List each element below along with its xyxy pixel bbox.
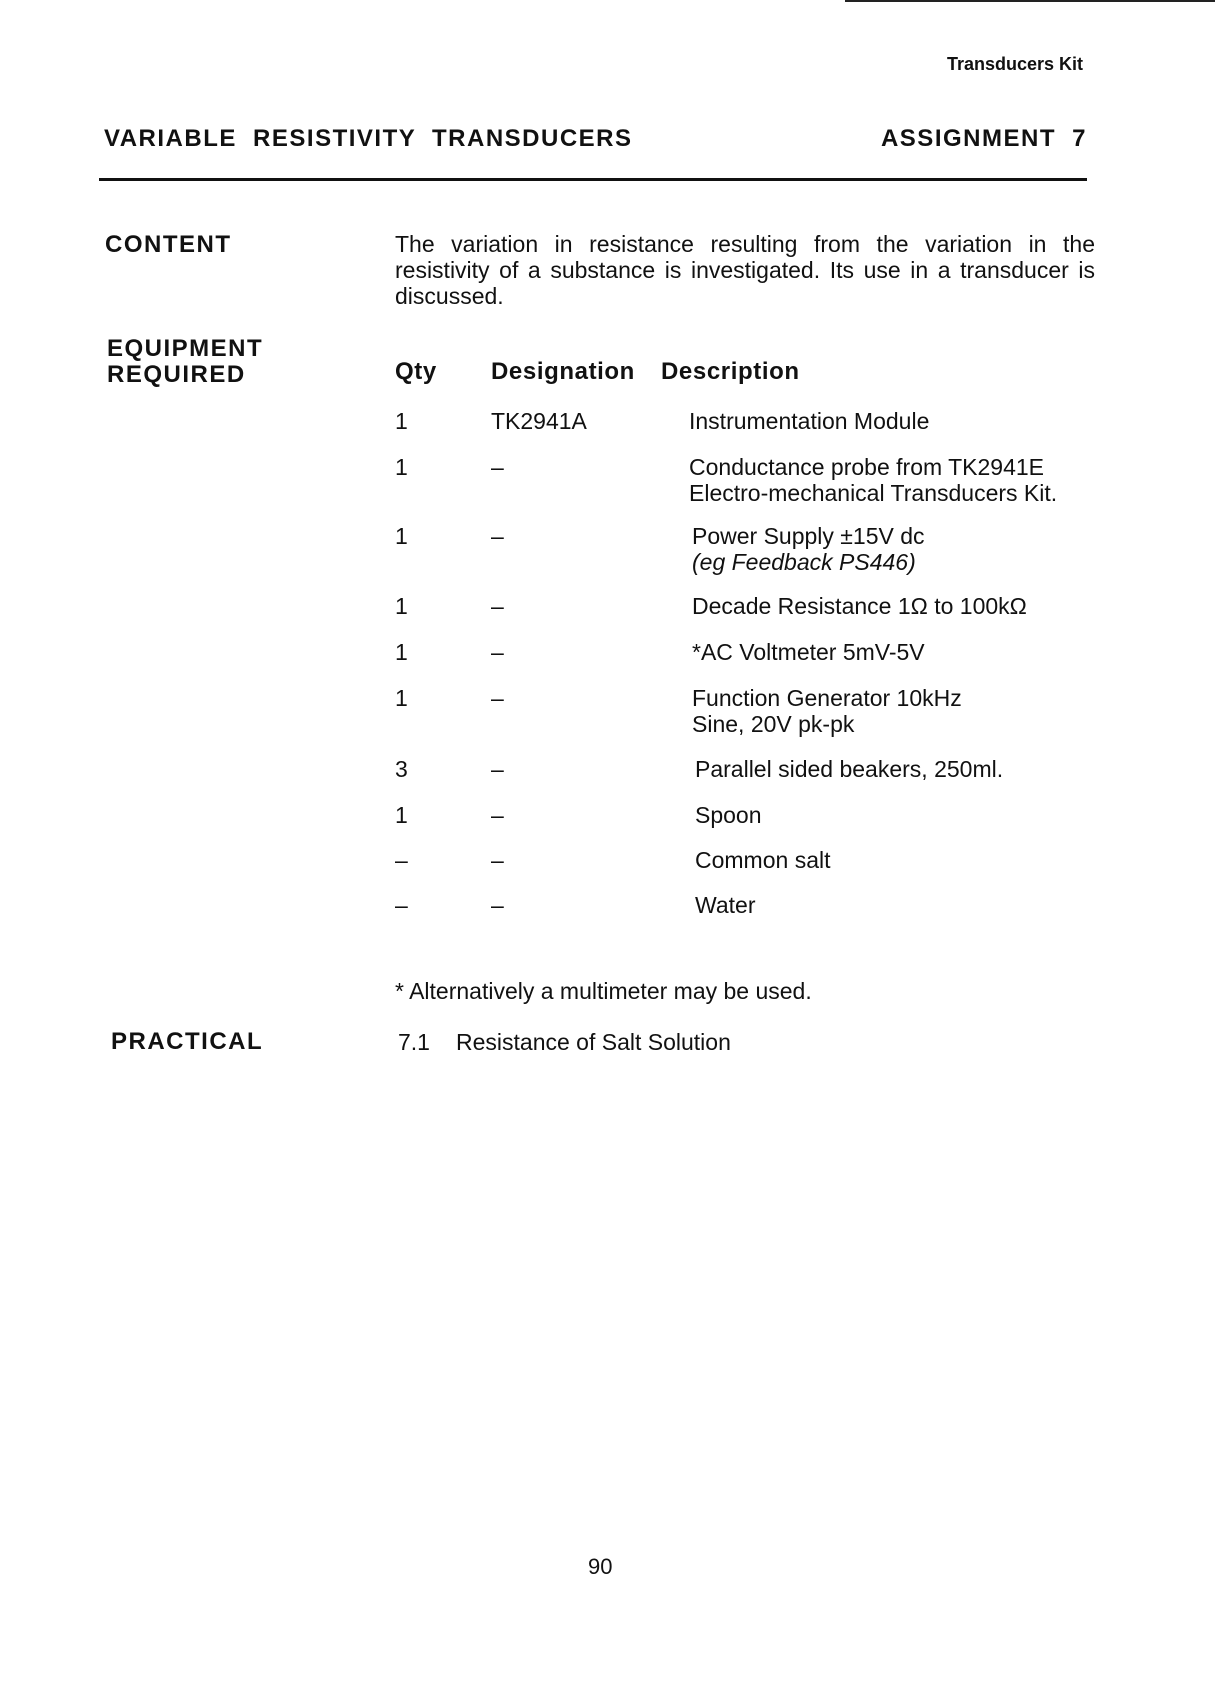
equipment-designation: – — [491, 847, 504, 873]
practical-item-title: Resistance of Salt Solution — [456, 1029, 731, 1055]
equipment-description — [692, 639, 1115, 665]
equipment-description — [689, 454, 1115, 506]
equipment-table-header — [395, 358, 1115, 398]
equipment-designation: – — [491, 523, 504, 549]
equipment-row — [395, 454, 1115, 506]
equipment-designation: – — [491, 802, 504, 828]
equipment-row — [395, 892, 1115, 918]
equipment-qty: 1 — [395, 802, 408, 828]
equipment-designation: TK2941A — [491, 408, 587, 434]
equipment-row — [395, 639, 1115, 665]
section-title: VARIABLE RESISTIVITY TRANSDUCERS — [104, 125, 633, 152]
header-divider — [99, 178, 1087, 181]
equipment-description-line: Electro-mechanical Transducers Kit. — [689, 480, 1058, 506]
equipment-description — [695, 892, 1115, 918]
equipment-description — [692, 685, 1115, 737]
equipment-qty: 3 — [395, 756, 408, 782]
equipment-description — [692, 593, 1115, 619]
practical-item — [398, 1029, 731, 1056]
equipment-qty: – — [395, 892, 408, 918]
equipment-qty: – — [395, 847, 408, 873]
header-description: Description — [661, 358, 800, 385]
practical-item-number: 7.1 — [398, 1029, 430, 1055]
equipment-designation: – — [491, 454, 504, 480]
equipment-qty: 1 — [395, 454, 408, 480]
practical-label: PRACTICAL — [111, 1028, 264, 1055]
equipment-description-line: Water — [695, 892, 756, 918]
equipment-description-note: (eg Feedback PS446) — [692, 549, 916, 575]
equipment-description — [695, 847, 1115, 873]
equipment-description — [689, 408, 1115, 434]
assignment-number: ASSIGNMENT 7 — [880, 125, 1087, 152]
equipment-row — [395, 756, 1115, 782]
equipment-label — [107, 336, 263, 388]
equipment-description — [695, 756, 1115, 782]
equipment-label-line2: REQUIRED — [107, 361, 246, 388]
equipment-qty: 1 — [395, 593, 408, 619]
top-edge-rule — [845, 0, 1215, 2]
equipment-row — [395, 802, 1115, 828]
equipment-qty: 1 — [395, 408, 408, 434]
equipment-description-line: Decade Resistance 1Ω to 100kΩ — [692, 593, 1027, 619]
equipment-description-line: Spoon — [695, 802, 762, 828]
equipment-qty: 1 — [395, 685, 408, 711]
equipment-designation: – — [491, 685, 504, 711]
equipment-qty: 1 — [395, 639, 408, 665]
equipment-qty: 1 — [395, 523, 408, 549]
page-number: 90 — [588, 1554, 613, 1579]
equipment-description-line: Conductance probe from TK2941E — [689, 454, 1045, 480]
equipment-row — [395, 593, 1115, 619]
equipment-description-line: Common salt — [695, 847, 831, 873]
equipment-row — [395, 847, 1115, 873]
equipment-designation: – — [491, 892, 504, 918]
header-qty: Qty — [395, 358, 437, 385]
equipment-row — [395, 523, 1115, 575]
equipment-description-line: Function Generator 10kHz — [692, 685, 962, 711]
equipment-row — [395, 408, 1115, 434]
equipment-description-line: Instrumentation Module — [689, 408, 930, 434]
running-header: Transducers Kit — [946, 54, 1083, 74]
equipment-footnote: * Alternatively a multimeter may be used. — [395, 978, 812, 1004]
equipment-description-line: *AC Voltmeter 5mV-5V — [692, 639, 925, 665]
content-label: CONTENT — [105, 231, 232, 258]
equipment-description-line: Power Supply ±15V dc — [692, 523, 925, 549]
equipment-description — [695, 802, 1115, 828]
equipment-row — [395, 685, 1115, 737]
equipment-description-line: Parallel sided beakers, 250ml. — [695, 756, 1004, 782]
header-designation: Designation — [491, 358, 635, 385]
equipment-designation: – — [491, 593, 504, 619]
content-paragraph: The variation in resistance resulting from the variation in the resistivity of a substance is investigated. Its use in a transducer is discussed. — [395, 231, 1095, 309]
equipment-designation: – — [491, 639, 504, 665]
equipment-description — [692, 523, 1115, 575]
equipment-table — [395, 358, 1115, 918]
equipment-label-line1: EQUIPMENT — [107, 335, 264, 362]
equipment-description-line: Sine, 20V pk-pk — [692, 711, 855, 737]
equipment-designation: – — [491, 756, 504, 782]
